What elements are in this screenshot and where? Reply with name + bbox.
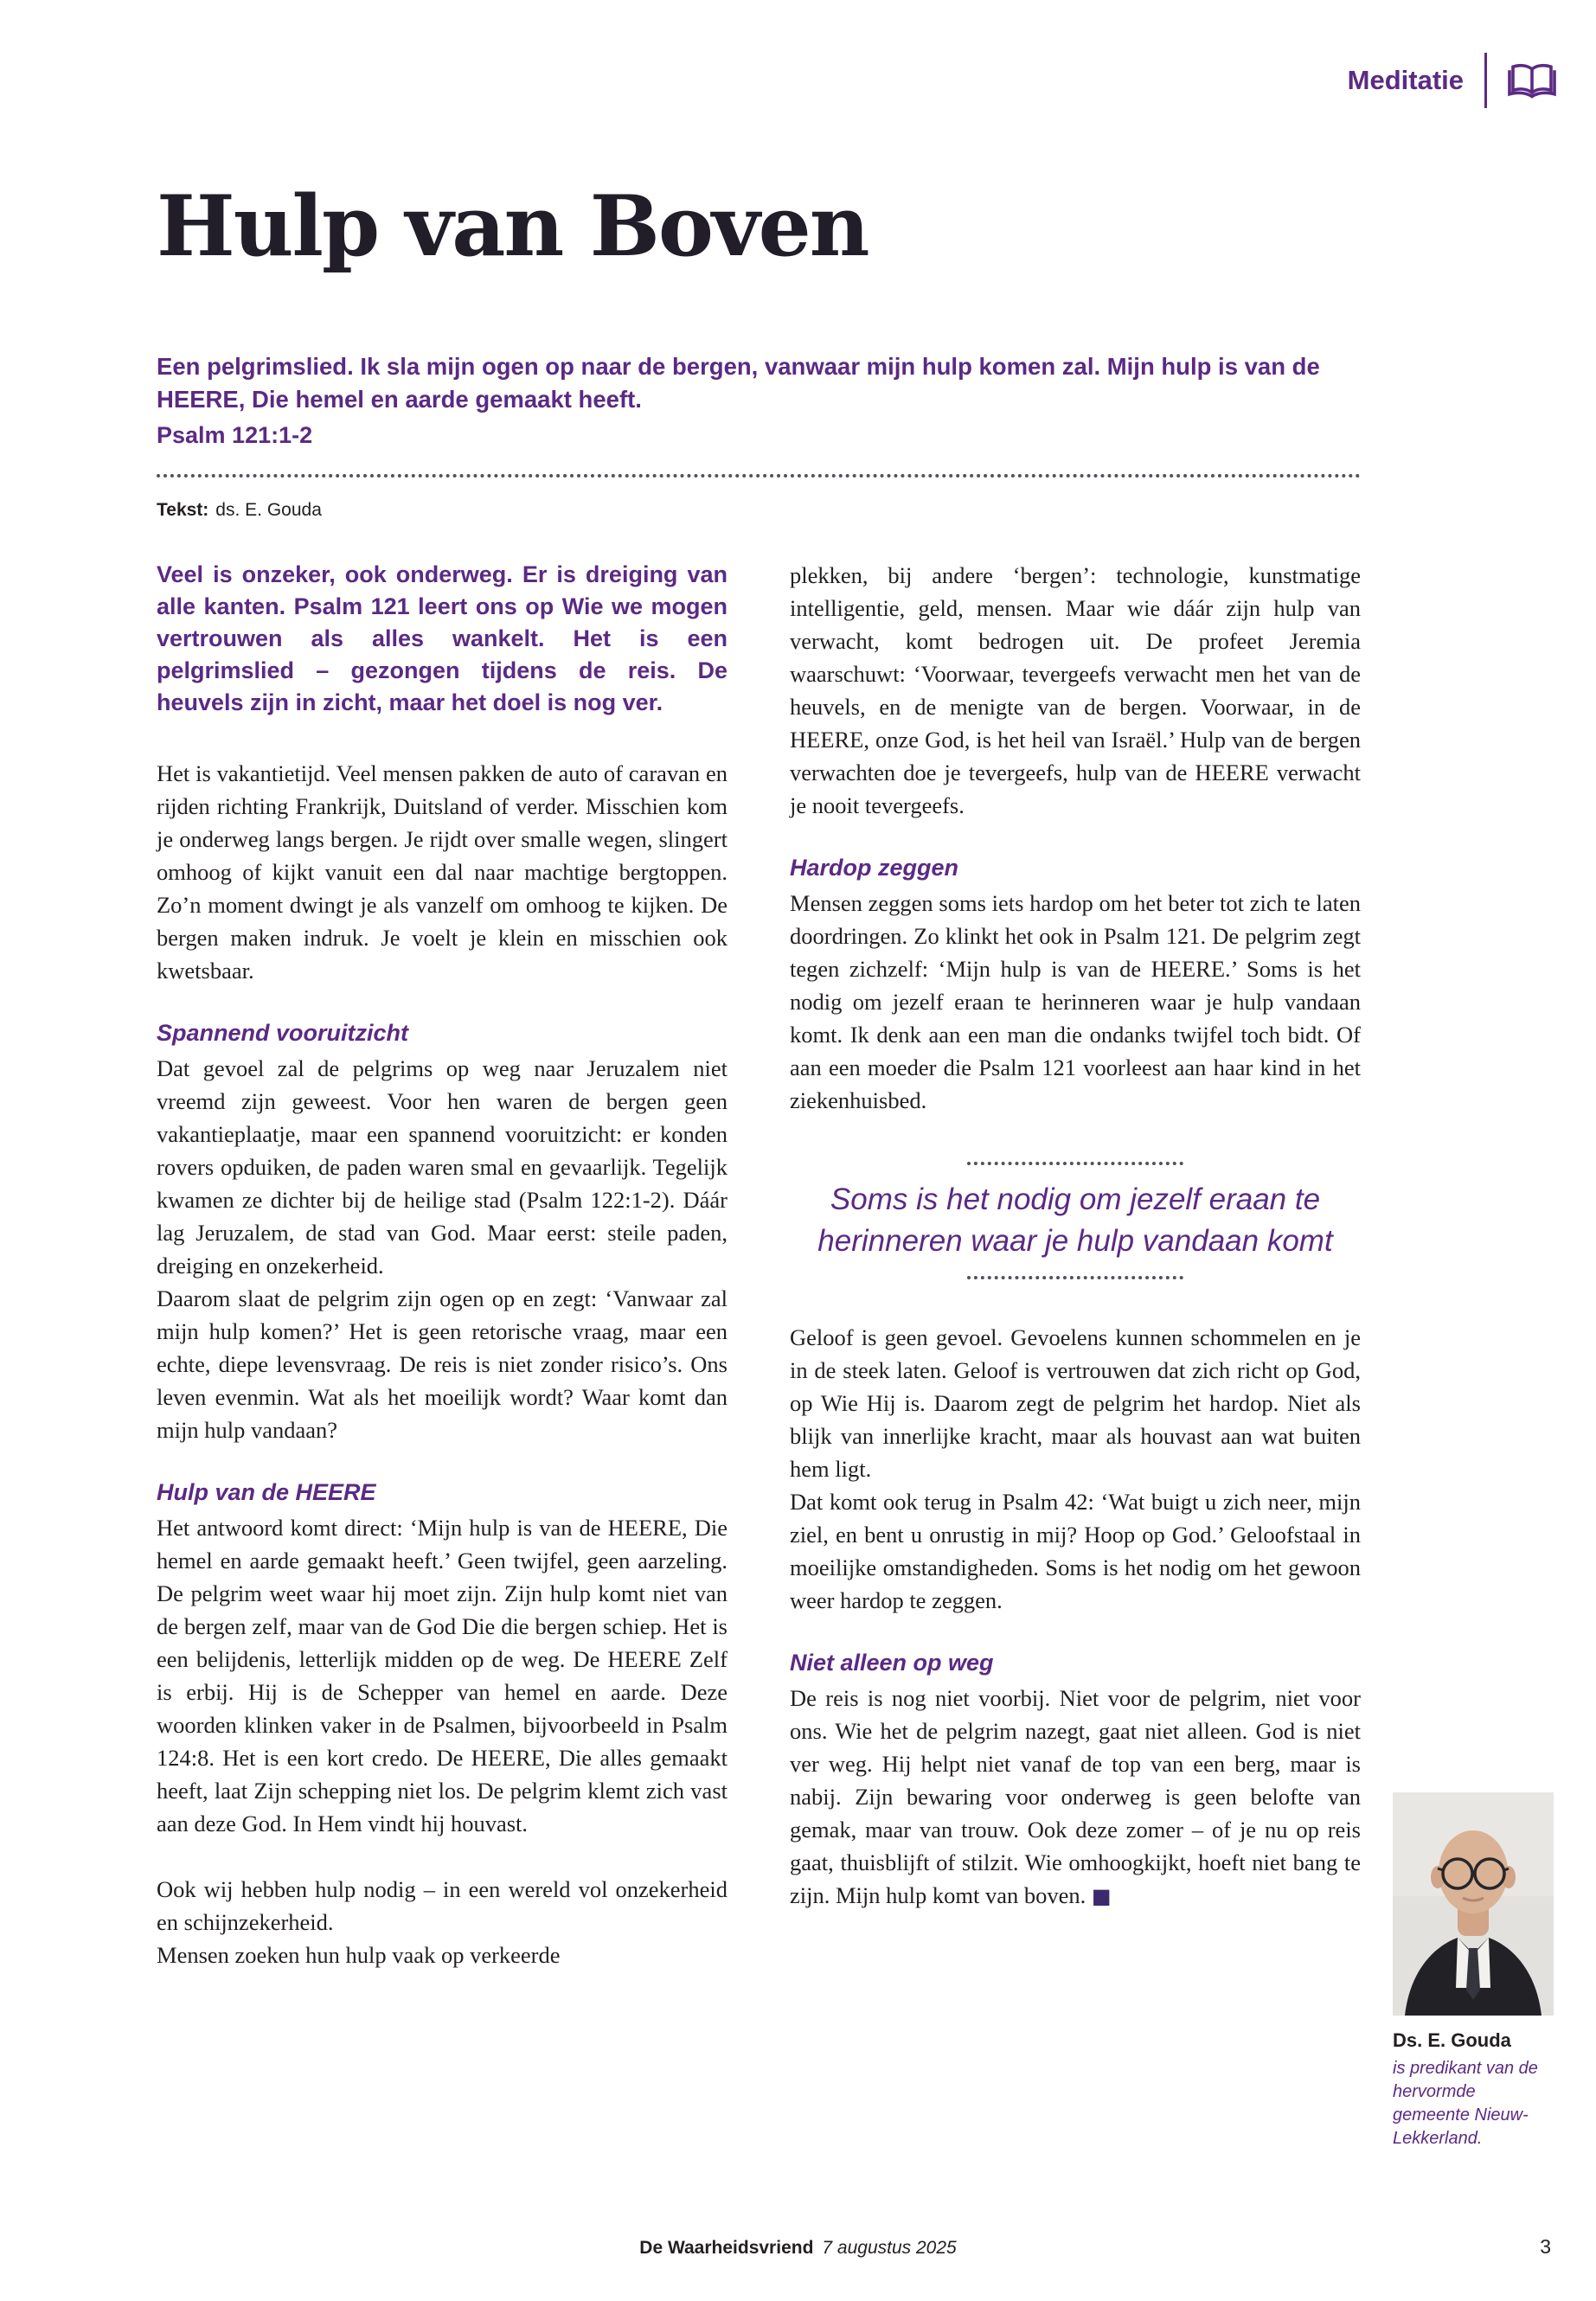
paragraph: Geloof is geen gevoel. Gevoelens kunnen schommelen en je in de steek laten. Geloof is vertrouwen dat zich richt op God, op Wie Hij is. Daarom zegt de pelgrim het hardop. Niet als blijk van innerlijke kracht, maar als houvast aan wat buiten hem ligt. [790,1324,1361,1482]
article-body [157,559,1361,1971]
pull-quote-rule-bottom [967,1276,1183,1279]
article-intro: Een pelgrimslied. Ik sla mijn ogen op naar de bergen, vanwaar mijn hulp komen zal. Mijn hulp is van de HEERE, Die hemel en aarde gemaakt heeft. [157,353,1320,413]
scripture-reference: Psalm 121:1-2 [157,422,313,448]
byline-label: Tekst: [157,500,209,520]
lead-paragraph: Veel is onzeker, ook onderweg. Er is dreiging van alle kanten. Psalm 121 leert ons op Wie we mogen vertrouwen als alles wankelt. Het is een pelgrimslied – gezongen tijdens de reis. De heuvels zijn in zicht, maar het doel is nog ver. [157,561,727,715]
end-mark: ■ [1091,1884,1112,1908]
pull-quote-rule-top [967,1162,1183,1165]
paragraph: Mensen zeggen soms iets hardop om het beter tot zich te laten doordringen. Zo klinkt het ook in Psalm 121. De pelgrim zegt tegen zichzelf: ‘Mijn hulp is van de HEERE.’ Soms is het nodig om jezelf eraan te herinneren waar je hulp vandaan komt. Ik denk aan een man die ondanks twijfel toch bidt. Of aan een moeder die Psalm 121 voorleest aan haar kind in het ziekenhuisbed. [790,890,1361,1113]
subheading-hardop-zeggen: Hardop zeggen [790,855,959,881]
paragraph: Dat gevoel zal de pelgrims op weg naar Jeruzalem niet vreemd zijn geweest. Voor hen waren de bergen geen vakantieplaatje, maar een spannend vooruitzicht: er konden rovers opduiken, de paden waren smal en gevaarlijk. Tegelijk kwamen ze dichter bij de heilige stad (Psalm 122:1-2). Dáár lag Jeruzalem, de stad van God. Maar eerst: steile paden, dreiging en onzekerheid. [157,1055,727,1279]
paragraph: Mensen zoeken hun hulp vaak op verkeerde [157,1942,561,1968]
subheading-spannend-vooruitzicht: Spannend vooruitzicht [157,1020,409,1046]
byline-author: ds. E. Gouda [215,500,322,520]
article-title: Hulp van Boven [157,177,869,275]
pull-quote-text: Soms is het nodig om jezelf eraan te herinneren waar je hulp vandaan komt [817,1183,1333,1258]
left-column [157,559,727,1971]
paragraph: Het is vakantietijd. Veel mensen pakken de auto of caravan en rijden richting Frankrijk, Duitsland of verder. Misschien kom je onderweg langs bergen. Je rijdt over smalle wegen, slingert omhoog of kijkt vanuit een dal naar machtige bergtoppen. Zo’n moment dwingt je als vanzelf om omhoog te kijken. De bergen maken indruk. Je voelt je klein en misschien ook kwetsbaar. [157,760,727,984]
paragraph: Ook wij hebben hulp nodig – in een wereld vol onzekerheid en schijnzekerheid. [157,1876,727,1935]
paragraph: plekken, bij andere ‘bergen’: technologie, kunstmatige intelligentie, geld, mensen. Maar wie dáár zijn hulp van verwacht, komt bedrogen uit. De profeet Jeremia waarschuwt: ‘Voorwaar, tevergeefs verwacht men het van de heuvels, en de menigte van de bergen. Voorwaar, in de HEERE, onze God, is het heil van Israël.’ Hulp van de bergen verwachten doe je tevergeefs, hulp van de HEERE verwacht je nooit tevergeefs. [790,562,1361,818]
dotted-divider [157,474,1361,478]
paragraph [790,1682,1361,1913]
subheading-hulp-van-de-heere: Hulp van de HEERE [157,1479,376,1505]
author-name: Ds. E. Gouda [1393,2029,1511,2051]
author-bio: is predikant van de hervormde gemeente Nieuw-Lekkerland. [1393,2059,1538,2148]
pull-quote [790,1162,1361,1279]
section-label: Meditatie [1347,65,1464,95]
paragraph: Het antwoord komt direct: ‘Mijn hulp is van de HEERE, Die hemel en aarde gemaakt heeft.’ Geen twijfel, geen aarzeling. De pelgrim weet waar hij moet zijn. Zijn hulp komt niet van de bergen zelf, maar van de God Die die bergen schiep. Het is een belijdenis, letterlijk midden op de weg. De HEERE Zelf is erbij. Hij is de Schepper van hemel en aarde. Deze woorden klinken vaker in de Psalmen, bijvoorbeeld in Psalm 124:8. Het is een kort credo. De HEERE, Die alles gemaakt heeft, laat Zijn schepping niet los. De pelgrim klemt zich vast aan deze God. In Hem vindt hij houvast. [157,1515,727,1836]
section-header [1348,50,1556,111]
footer-date: 7 augustus 2025 [822,2238,957,2258]
paragraph: Daarom slaat de pelgrim zijn ogen op en zegt: ‘Vanwaar zal mijn hulp komen?’ Het is geen retorische vraag, maar een echte, diepe levensvraag. De reis is niet zonder risico’s. Ons leven evenmin. Wat als het moeilijk wordt? Waar komt dan mijn hulp vandaan? [157,1285,727,1443]
header-divider [1484,53,1487,108]
paragraph: Dat komt ook terug in Psalm 42: ‘Wat buigt u zich neer, mijn ziel, en bent u onrustig in mij? Hoop op God.’ Geloofstaal in moeilijke omstandigheden. Soms is het nodig om het gewoon weer hardop te zeggen. [790,1489,1361,1613]
footer [0,2237,1596,2259]
paragraph-text: De reis is nog niet voorbij. Niet voor de pelgrim, niet voor ons. Wie het de pelgrim nazegt, gaat niet alleen. God is niet ver weg. Hij helpt niet vanaf de top van een berg, maar is nabij. Zijn bewaring voor onderweg is geen belofte van gemak, maar van trouw. Ook deze zomer – of je nu op reis gaat, thuisblijft of stilzit. Wie omhoogkijkt, hoeft niet bang te zijn. Mijn hulp komt van boven. [790,1685,1361,1908]
open-book-icon [1508,62,1556,99]
author-portrait-photo [1393,1792,1554,2016]
author-box [1393,1792,1554,2150]
subheading-niet-alleen-op-weg: Niet alleen op weg [790,1650,994,1676]
footer-page-number: 3 [1540,2235,1551,2258]
footer-magazine-title: De Waarheidsvriend [639,2238,814,2258]
right-column [790,559,1361,1971]
byline [157,500,322,521]
